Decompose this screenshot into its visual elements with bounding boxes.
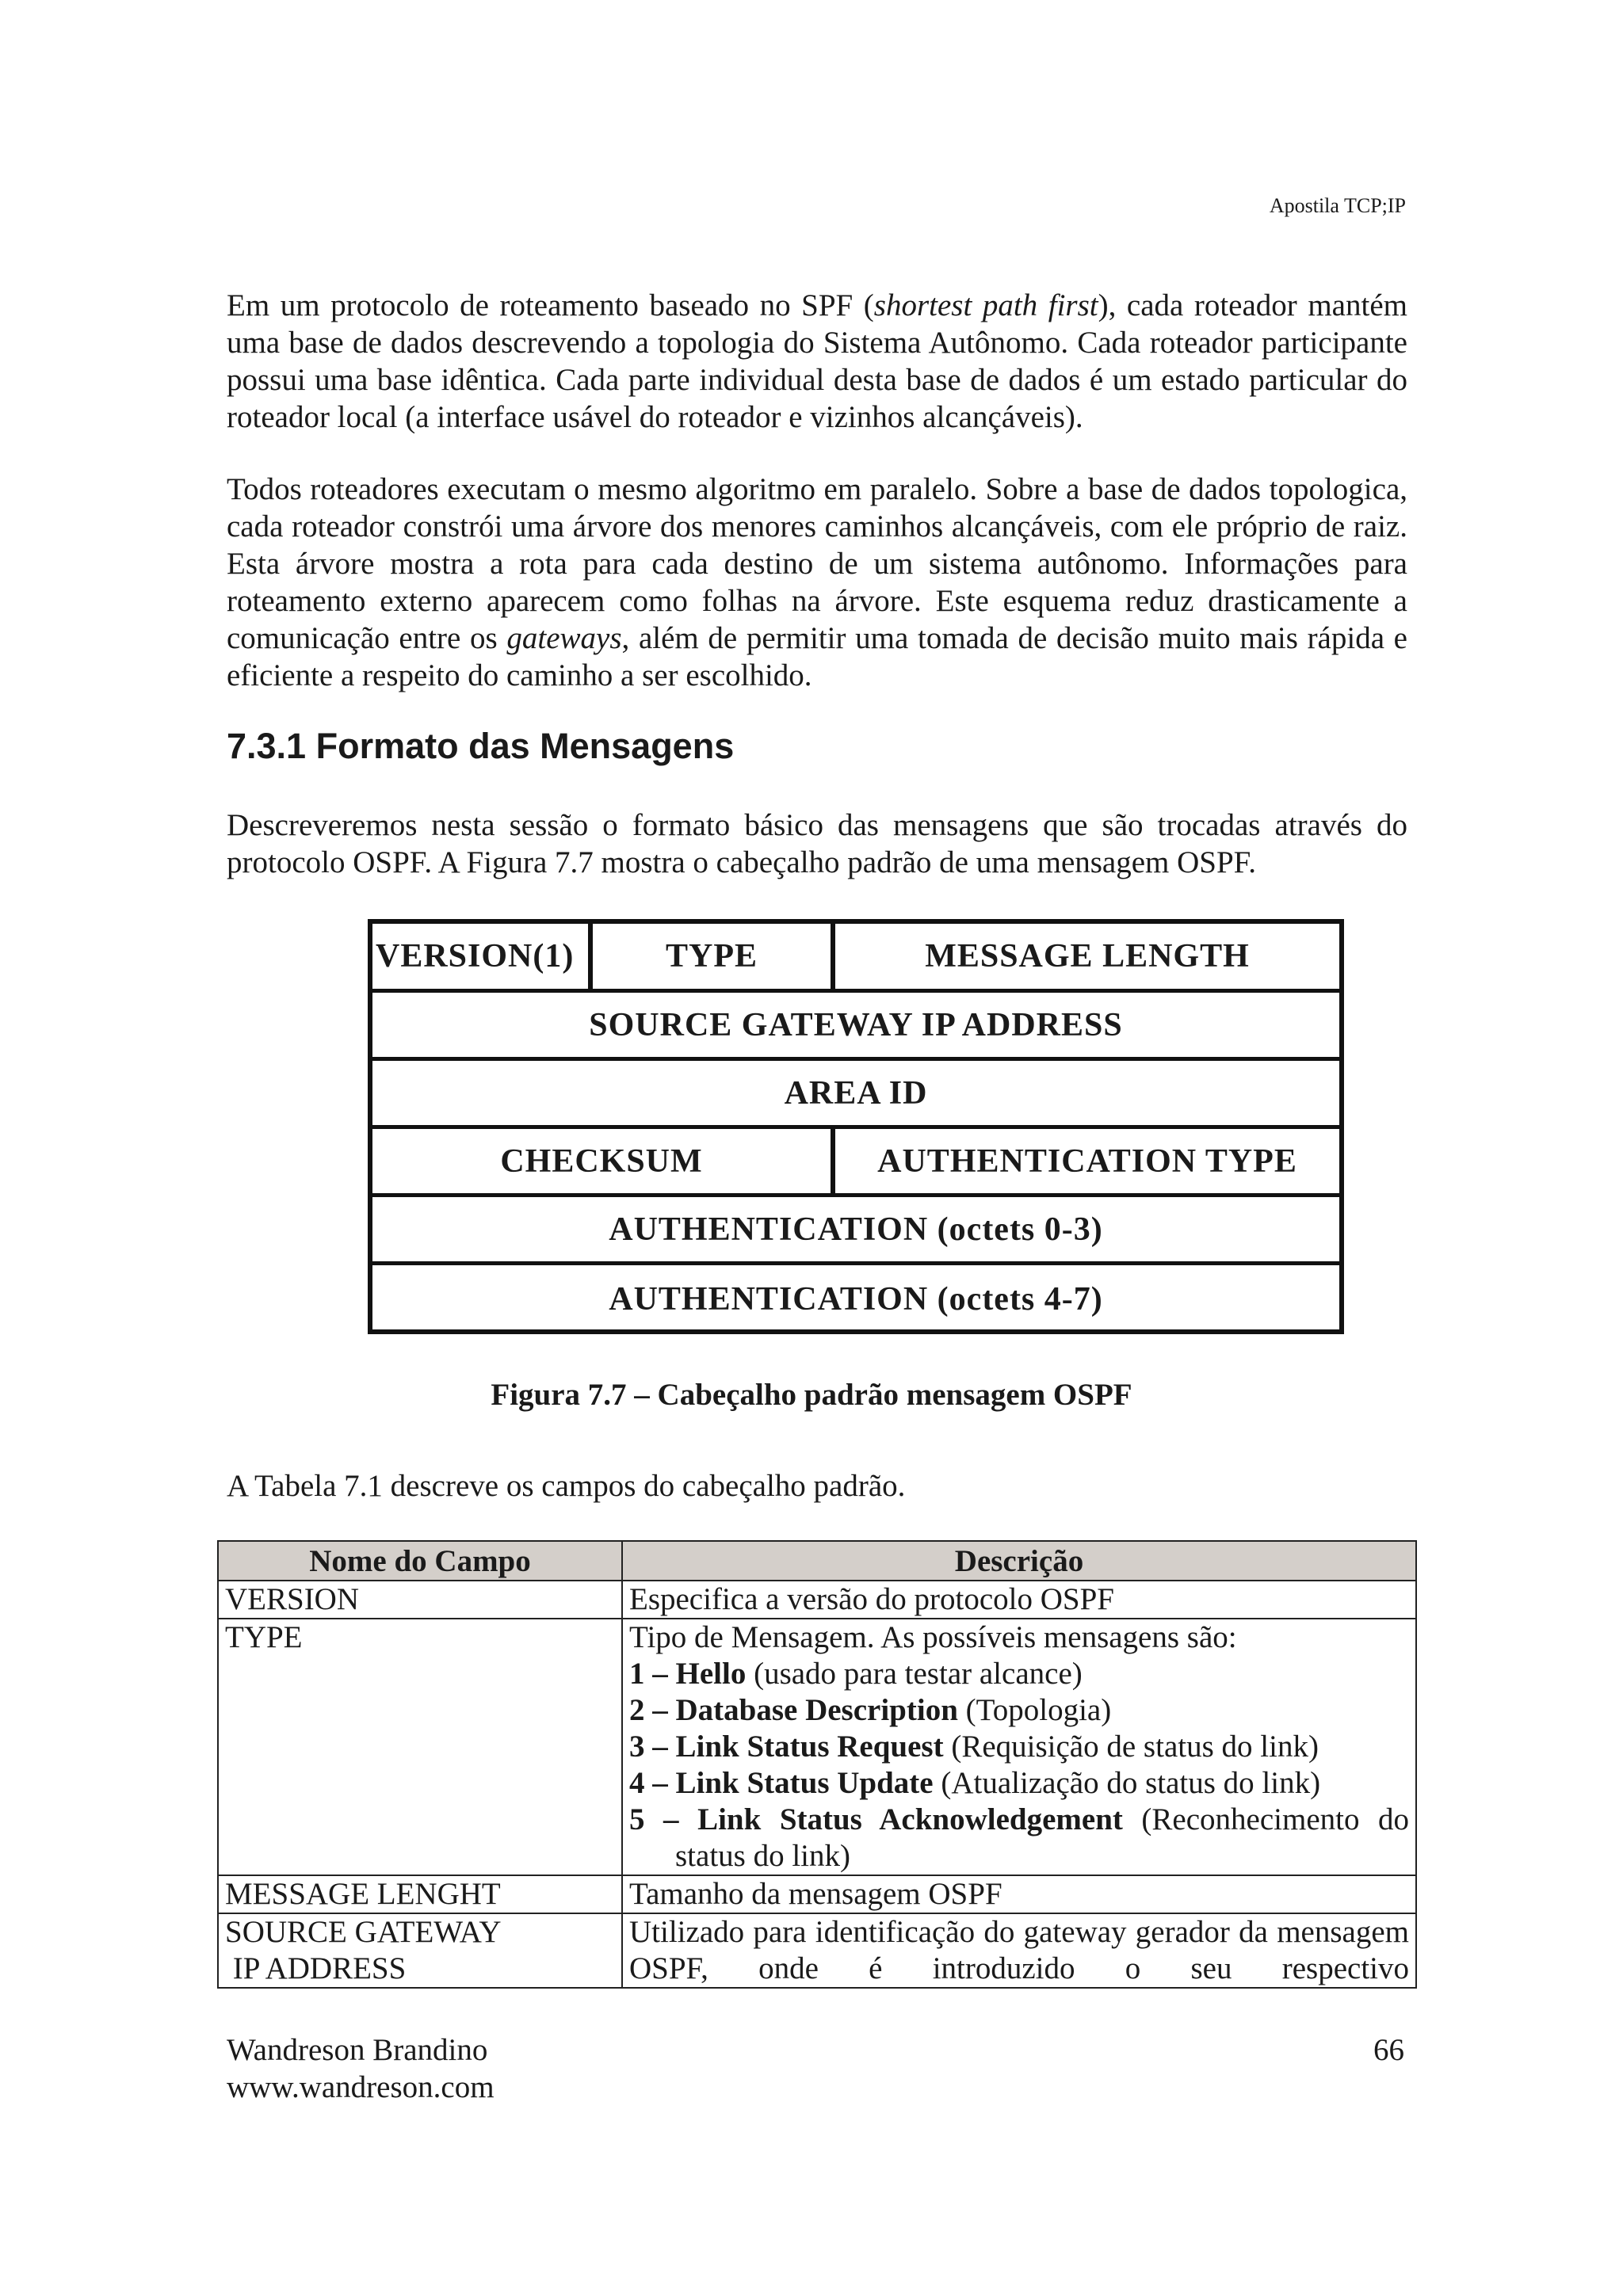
field-type: TYPE — [588, 924, 831, 989]
paragraph-table-intro: A Tabela 7.1 descreve os campos do cabeçalho padrão. — [227, 1469, 906, 1503]
field-area-id: AREA ID — [784, 1075, 928, 1112]
field-name — [218, 1913, 622, 1988]
field-source-gateway: SOURCE GATEWAY IP ADDRESS — [589, 1007, 1123, 1043]
figure-row-4 — [372, 1125, 1339, 1194]
figure-row-3 — [372, 1057, 1339, 1126]
type-item: 4 – Link Status Update (Atualização do status do link) — [629, 1766, 1321, 1800]
field-authentication-0-3: AUTHENTICATION (octets 0-3) — [609, 1211, 1103, 1248]
running-header: Apostila TCP;IP — [1269, 194, 1406, 217]
figure-row-2 — [372, 989, 1339, 1058]
field-name-line: SOURCE GATEWAY — [225, 1915, 502, 1949]
field-description — [622, 1913, 1416, 1988]
field-authentication-4-7: AUTHENTICATION (octets 4-7) — [609, 1281, 1103, 1318]
field-description — [622, 1619, 1416, 1875]
italic-term: shortest path first — [873, 288, 1098, 322]
field-name-line: IP ADDRESS — [225, 1951, 407, 1985]
author-name: Wandreson Brandino — [227, 2033, 488, 2067]
column-header-field: Nome do Campo — [218, 1541, 622, 1581]
ospf-header-figure — [368, 919, 1344, 1334]
paragraph-message-format: Descreveremos nesta sessão o formato básico das mensagens que são trocadas através do protocolo OSPF. A Figura 7.7 mostra o cabeçalho padrão de uma mensagem OSPF. — [227, 808, 1407, 879]
paragraph-text: Todos roteadores executam o mesmo algoritmo em paralelo. Sobre a base de dados topologica, cada roteador constrói uma árvore dos menores caminhos alcançáveis, com ele próprio de raiz. Esta árvore mostra a rota para cada destino de um sistema autônomo. Informações para roteamento externo aparecem como folhas na árvore. Este esquema reduz drasticamente a comunicação entre os — [227, 472, 1407, 655]
paragraph-spf-database — [227, 287, 1407, 436]
paragraph-parallel-algorithm — [227, 471, 1407, 694]
type-item: 3 – Link Status Request (Requisição de status do link) — [629, 1730, 1319, 1764]
figure-row-1 — [372, 924, 1339, 989]
field-version: VERSION(1) — [376, 938, 575, 974]
type-intro: Tipo de Mensagem. As possíveis mensagens são: — [629, 1620, 1237, 1654]
truncated-description: Utilizado para identificação do gateway gerador da mensagem OSPF, onde é introduzido o seu respectivo — [629, 1915, 1409, 1985]
type-item: 1 – Hello (usado para testar alcance) — [629, 1657, 1083, 1691]
figure-row-6 — [372, 1261, 1339, 1333]
type-item: 2 – Database Description (Topologia) — [629, 1693, 1112, 1727]
paragraph-text: , além de permitir uma tomada de decisão muito mais rápida e eficiente a respeito do caminho a ser escolhido. — [227, 621, 1407, 692]
paragraph-text: ), cada roteador mantém uma base de dados descrevendo a topologia do Sistema Autônomo. Cada roteador participante possui uma base idêntica. Cada parte individual desta base de dados é um estado particular do roteador local (a interface usável do roteador e vizinhos alcançáveis). — [227, 288, 1407, 434]
paragraph-text: Em um protocolo de roteamento baseado no SPF ( — [227, 288, 874, 322]
field-description: Especifica a versão do protocolo OSPF — [622, 1581, 1416, 1619]
column-header-description: Descrição — [622, 1541, 1416, 1581]
italic-term: gateways — [506, 621, 622, 655]
field-authentication-type: AUTHENTICATION TYPE — [831, 1129, 1339, 1194]
field-name: VERSION — [218, 1581, 622, 1619]
table-row — [218, 1913, 1416, 1988]
field-name: TYPE — [218, 1619, 622, 1875]
figure-row-5 — [372, 1193, 1339, 1262]
field-name: MESSAGE LENGHT — [218, 1875, 622, 1913]
header-fields-table — [217, 1540, 1417, 1989]
table-row — [218, 1875, 1416, 1913]
type-item: 5 – Link Status Acknowledgement (Reconhecimento do status do link) — [629, 1802, 1409, 1873]
table-header-row — [218, 1541, 1416, 1581]
page-number: 66 — [1373, 2033, 1404, 2067]
footer-author — [227, 2031, 495, 2106]
figure-caption: Figura 7.7 – Cabeçalho padrão mensagem OSPF — [491, 1378, 1132, 1412]
field-checksum: CHECKSUM — [500, 1143, 703, 1180]
author-website: www.wandreson.com — [227, 2070, 495, 2104]
table-row — [218, 1619, 1416, 1875]
field-description: Tamanho da mensagem OSPF — [622, 1875, 1416, 1913]
table-row — [218, 1581, 1416, 1619]
section-heading: 7.3.1 Formato das Mensagens — [227, 726, 735, 766]
field-message-length: MESSAGE LENGTH — [831, 924, 1339, 989]
